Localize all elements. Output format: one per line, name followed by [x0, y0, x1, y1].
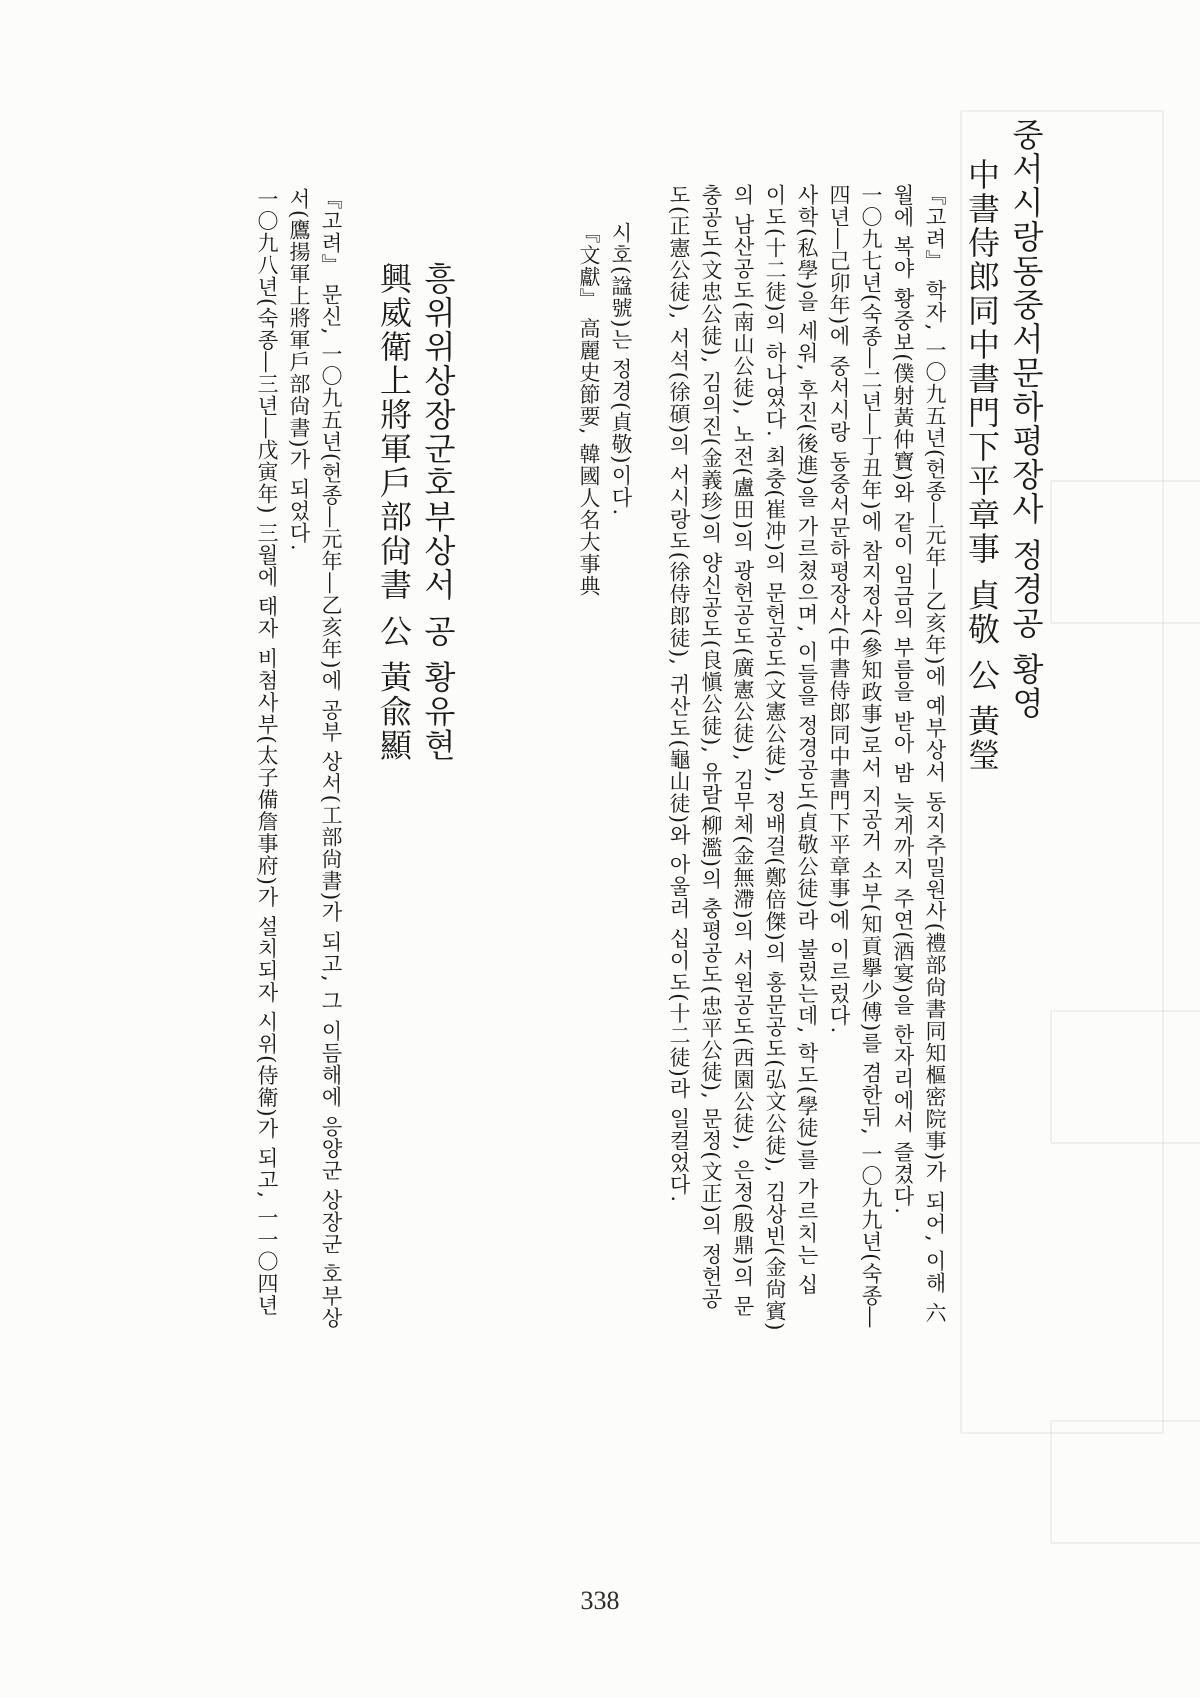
entry1-line: 사학(私學)을 세워, 후진(後進)을 가르쳤으며, 이들을 정경공도(貞敬公徒)라 불렀는데, 학도(學徒)를 가르치는 십 — [795, 184, 819, 1296]
entry1-line: 충공도(文忠公徒), 김의진(金義珍)의 양신공도(良愼公徒), 유람(柳濫)의 충평공도(忠平公徒), 문정(文正)의 정헌공 — [699, 184, 723, 1310]
entry1-line: 一〇九七년(숙종―二년―丁丑年)에 참지정사(參知政事)로서 지공거 소부(知貢擧少傅)를 겸한뒤, 一〇九九년(숙종― — [859, 184, 883, 1329]
bleed-through-box — [1050, 1420, 1200, 1544]
page-number: 338 — [580, 1586, 620, 1615]
entry1-sources: 『文獻』 高麗史節要, 韓國人名大事典 — [577, 222, 601, 598]
entry2-line: 『고려』 문신, 一〇九五년(헌종―元年―乙亥年)에 공부 상서(工部尙書)가 되고, 그 이듬해에 응양군 상장군 호부상 — [319, 188, 343, 1329]
entry1-name-hanja: 中書侍郎同中書門下平章事 貞敬 公 黃瑩 — [963, 158, 1001, 773]
entry2-name-hanja: 興威衛上將軍戶部尙書 公 黃兪顯 — [375, 262, 413, 763]
entry1-line: 『고려』 학자, 一〇九五년(헌종―元年―乙亥年)에 예부상서 동지추밀원사(禮部尙書同知樞密院事)가 되어, 이해 六 — [923, 184, 947, 1324]
bleed-through-box — [1050, 480, 1200, 624]
entry1-line: 도(正憲公徒), 서석(徐碩)의 서시랑도(徐侍郎徒), 귀산도(龜山徒)와 아울러 십이도(十二徒)라 일컬었다. — [667, 184, 691, 1204]
bleed-through-box — [1050, 1010, 1200, 1144]
entry1-line: 이도(十二徒)의 하나였다. 최충(崔冲)의 문헌공도(文憲公徒), 정배걸(鄭倍傑)의 홍문공도(弘文公徒), 김상빈(金尙賓) — [763, 184, 787, 1332]
entry1-name-hangul: 중서시랑동중서문하평장사 정경공 황영 — [1007, 118, 1045, 721]
entry2-line: 서(鷹揚軍上將軍戶部尙書)가 되었다. — [287, 188, 311, 552]
entry1-line: 월에 복야 황중보(僕射黃仲寶)와 같이 임금의 부름을 받아 밤 늦게까지 주연(酒宴)을 한자리에서 즐겼다. — [891, 184, 915, 1215]
entry2-name-hangul: 흥위위상장군호부상서 공 황유현 — [419, 262, 457, 763]
entry1-line: 四년―己卯年)에 중서시랑 동중서문하평장사(中書侍郎同中書門下平章事)에 이르렀다. — [827, 184, 851, 1035]
entry2-line: 一〇九八년(숙종―三년―戊寅年) 三월에 태자 비첨사부(太子備詹事府)가 설치되자 시위(侍衛)가 되고, 一一〇四년 — [255, 188, 279, 1317]
entry1-line: 의 남산공도(南山公徒), 노전(盧田)의 광헌공도(廣憲公徒), 김무체(金無滯)의 서원공도(西園公徒), 은정(殷鼎)의 문 — [731, 184, 755, 1318]
entry1-line: 시호(諡號)는 정경(貞敬)이다. — [609, 222, 633, 517]
